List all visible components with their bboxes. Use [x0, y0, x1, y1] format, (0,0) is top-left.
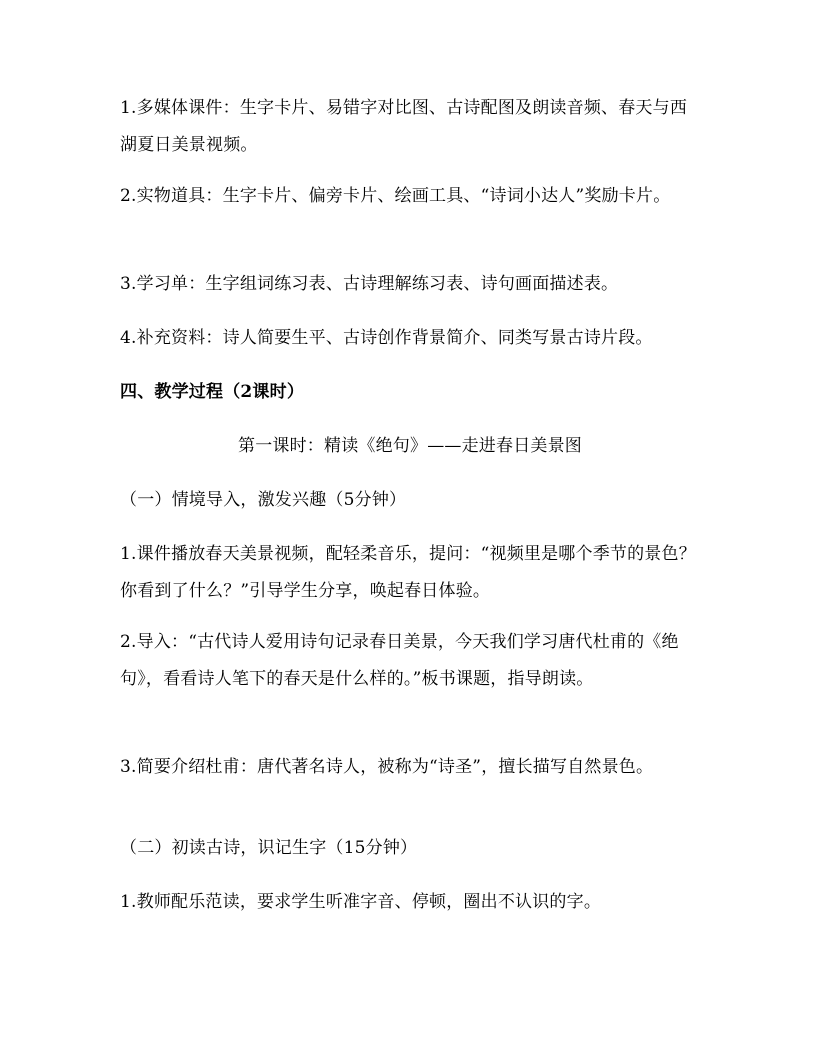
- subheading-first-reading: （二）初读古诗，识记生字（15分钟）: [120, 838, 418, 858]
- paragraph-physical-props: 2.实物道具：生字卡片、偏旁卡片、绘画工具、“诗词小达人”奖励卡片。: [120, 186, 671, 206]
- paragraph-supplementary-material: 4.补充资料：诗人简要生平、古诗创作背景简介、同类写景古诗片段。: [120, 328, 653, 348]
- lesson-title-first-period: 第一课时：精读《绝句》——走进春日美景图: [238, 436, 582, 456]
- section-heading-teaching-process: 四、教学过程（2课时）: [120, 382, 305, 402]
- paragraph-video-question: 1.课件播放春天美景视频，配轻柔音乐，提问：“视频里是哪个季节的景色？你看到了什么？”引导学生分享，唤起春日体验。: [120, 544, 696, 601]
- paragraph-model-reading: 1.教师配乐范读，要求学生听准字音、停顿，圈出不认识的字。: [120, 892, 602, 912]
- paragraph-study-sheet: 3.学习单：生字组词练习表、古诗理解练习表、诗句画面描述表。: [120, 274, 619, 294]
- paragraph-du-fu-intro: 3.简要介绍杜甫：唐代著名诗人，被称为“诗圣”，擅长描写自然景色。: [120, 757, 654, 777]
- paragraph-lead-in: 2.导入：“古代诗人爱用诗句记录春日美景，今天我们学习唐代杜甫的《绝句》，看看诗人笔下的春天是什么样的。”板书课题，指导朗读。: [120, 632, 679, 689]
- paragraph-multimedia-courseware: 1.多媒体课件：生字卡片、易错字对比图、古诗配图及朗读音频、春天与西湖夏日美景视频。: [120, 98, 688, 155]
- subheading-introduction: （一）情境导入，激发兴趣（5分钟）: [120, 490, 407, 510]
